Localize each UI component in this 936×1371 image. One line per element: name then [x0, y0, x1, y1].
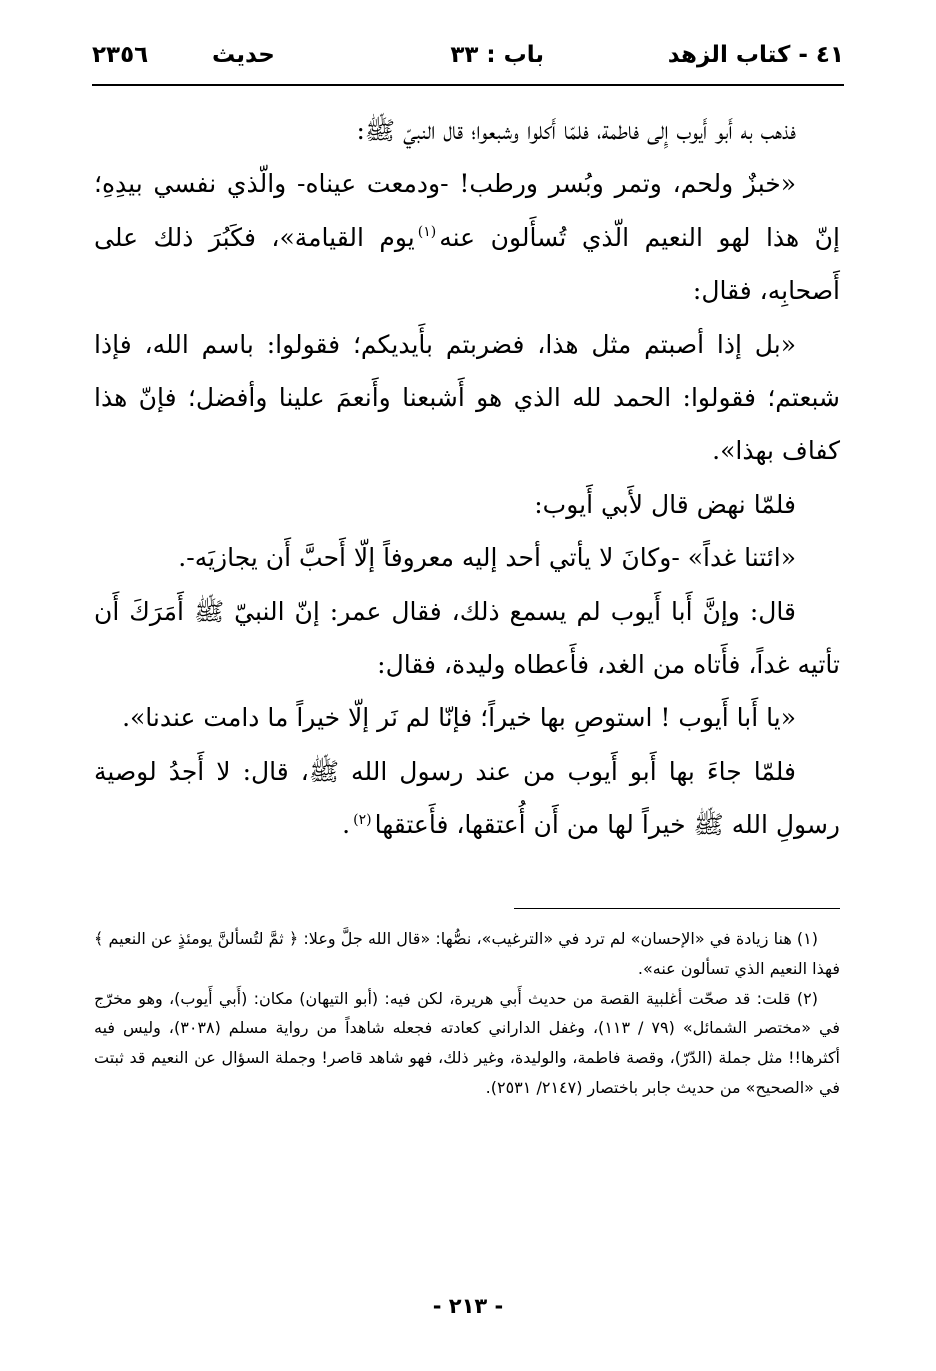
- footnote-divider: [514, 908, 840, 909]
- footnote-2: (٢) قلت: قد صحّت أغلبية القصة من حديث أَبي هريرة، لكن فيه: (أبو التيهان) مكان: (أَبي أَيوب)، وهو مخرّج في «مختصر الشمائل» (٧٩ / ١١٣)، وغفل الداراني كعادته فجعله شاهداً من رواية مسلم (٣٠٣٨)، وليس فيه أكثرها!! مثل جملة (الدّرّ)، وقصة فاطمة، والوليدة، وغير ذلك، فهو شاهد قاصر! وجملة السؤال عن النعيم قد ثبتت في «الصحيح» من حديث جابر باختصار (٢١٤٧/ ٢٥٣١).: [94, 988, 841, 1097]
- paragraph: «بل إذا أصبتم مثل هذا، فضربتم بأَيديكم؛ فقولوا: باسم الله، فإذا شبعتم؛ فقولوا: الحمد لله الذي هو أَشبعنا وأَنعمَ علينا وأفضل؛ فإنّ هذا كفاف بهذا».: [94, 329, 840, 466]
- running-header: [92, 38, 844, 78]
- chapter-label: باب : ٣٣: [450, 42, 544, 68]
- book-title: ٤١ - كتاب الزهد: [667, 42, 844, 68]
- text-run: .: [342, 810, 351, 840]
- hadith-number: ٢٣٥٦: [92, 42, 149, 68]
- page-number: - ٢١٣ -: [432, 1294, 504, 1318]
- paragraph: «يا أَبا أَيوب ! استوصِ بها خيراً؛ فإنّا لم نَر إلّا خيراً ما دامت عندنا».: [122, 703, 796, 733]
- footnote-ref-2[interactable]: (٢): [353, 811, 372, 828]
- text-run: «خبزٌ ولحم، وتمر وبُسر ورطب! -ودمعت عيناه- والّذي نفسي بيدِهِ؛ إنّ هذا لهو النعيم الّذي تُسأَلون عنه: [94, 169, 840, 252]
- hadith-label: حديث: [212, 42, 275, 68]
- paragraph: قال: وإنَّ أَبا أَيوب لم يسمع ذلك، فقال عمر: إنّ النبيّ ﷺ أَمَرَكَ أَن تأتيه غداً، فأَتاه من الغد، فأَعطاه وليدة، فقال:: [94, 596, 840, 680]
- header-divider: [92, 84, 844, 86]
- footnote-1: (١) هنا زيادة في «الإحسان» لم ترد في «الترغيب»، نصُّها: «قال الله جلَّ وعلا: ﴿ ثمَّ لتُسألنَّ يومئذٍ عن النعيم ﴾ فهذا النعيم الذي تسألون عنه».: [94, 929, 840, 978]
- paragraph: فلمّا نهض قال لأَبي أَيوب:: [534, 489, 796, 519]
- text-run: يوم القيامة»، فكَبُرَ ذلك على أَصحابِه، فقال:: [94, 222, 840, 306]
- paragraph: «ائتنا غداً» -وكانَ لا يأتي أحد إليه معروفاً إلّا أَحبَّ أَن يجازيَه-.: [178, 543, 796, 573]
- paragraph: فذهب به أَبو أَيوب إِلى فاطمة، فلمّا أَكلوا وشبعوا؛ قال النبيّ ﷺ:: [356, 116, 796, 145]
- footnote-ref-1[interactable]: (١): [417, 224, 437, 241]
- text-run: فلمّا جاءَ بها أَبو أَيوب من عند رسول الله ﷺ، قال: لا أَجدُ لوصية رسولِ الله ﷺ خيراً لها من أَن أُعتقها، فأَعتقها: [94, 756, 840, 840]
- paragraph: [94, 157, 840, 317]
- footnotes: [94, 924, 840, 1103]
- main-text: [94, 104, 840, 852]
- paragraph: [94, 745, 840, 852]
